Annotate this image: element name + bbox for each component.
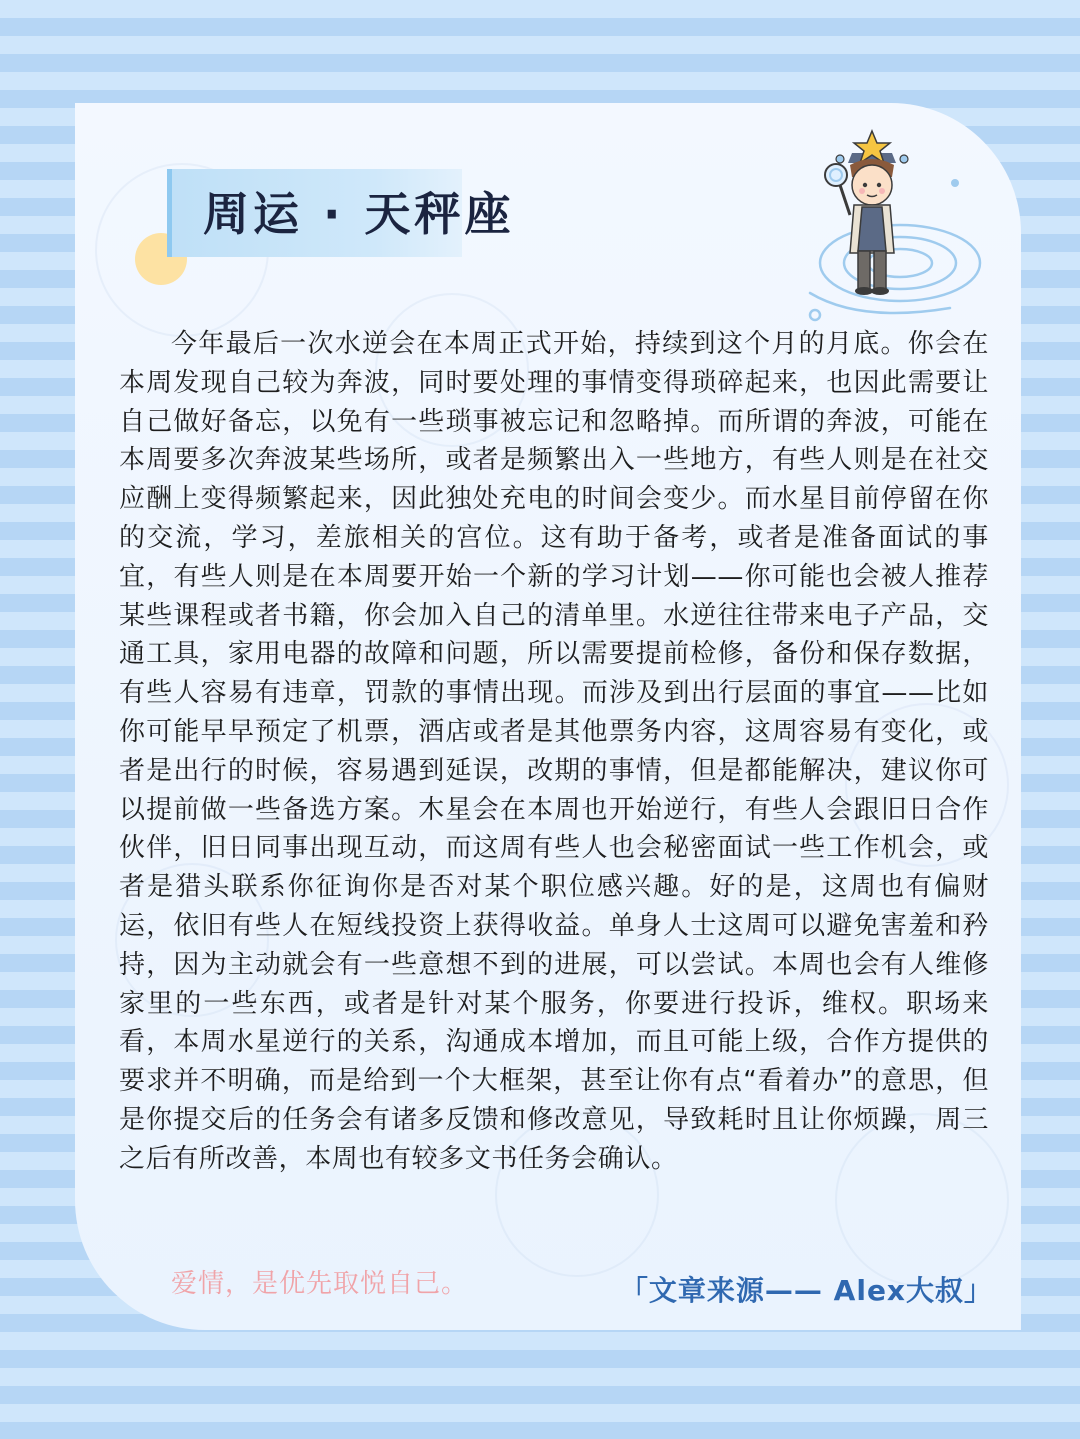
page-title: 周运 · 天秤座	[203, 187, 515, 241]
content-card	[75, 103, 1021, 1330]
horoscope-body-text: 今年最后一次水逆会在本周正式开始，持续到这个月的月底。你会在本周发现自己较为奔波，同时要处理的事情变得琐碎起来，也因此需要让自己做好备忘，以免有一些琐事被忘记和忽略掉。而所谓的奔波，可能在本周要多次奔波某些场所，或者是频繁出入一些地方，有些人则是在社交应酬上变得频繁起来，因此独处充电的时间会变少。而水星目前停留在你的交流，学习，差旅相关的宫位。这有助于备考，或者是准备面试的事宜，有些人则是在本周要开始一个新的学习计划——你可能也会被人推荐某些课程或者书籍，你会加入自己的清单里。水逆往往带来电子产品，交通工具，家用电器的故障和问题，所以需要提前检修，备份和保存数据，有些人容易有违章，罚款的事情出现。而涉及到出行层面的事宜——比如你可能早早预定了机票，酒店或者是其他票务内容，这周容易有变化，或者是出行的时候，容易遇到延误，改期的事情，但是都能解决，建议你可以提前做一些备选方案。木星会在本周也开始逆行，有些人会跟旧日合作伙伴，旧日同事出现互动，而这周有些人也会秘密面试一些工作机会，或者是猎头联系你征询你是否对某个职位感兴趣。好的是，这周也有偏财运，依旧有些人在短线投资上获得收益。单身人士这周可以避免害羞和矜持，因为主动就会有一些意想不到的进展，可以尝试。本周也会有人维修家里的一些东西，或者是针对某个服务，你要进行投诉，维权。职场来看，本周水星逆行的关系，沟通成本增加，而且可能上级，合作方提供的要求并不明确，而是给到一个大框架，甚至让你有点“看着办”的意思，但是你提交后的任务会有诸多反馈和修改意见，导致耗时且让你烦躁，周三之后有所改善，本周也有较多文书任务会确认。	[119, 329, 989, 1174]
footer-quote: 爱情，是优先取悦自己。	[171, 1269, 469, 1299]
astrologer-boy-with-magnifier-illustration	[780, 123, 990, 333]
article-source-credit: 「文章来源—— Alex大叔」	[619, 1274, 993, 1307]
